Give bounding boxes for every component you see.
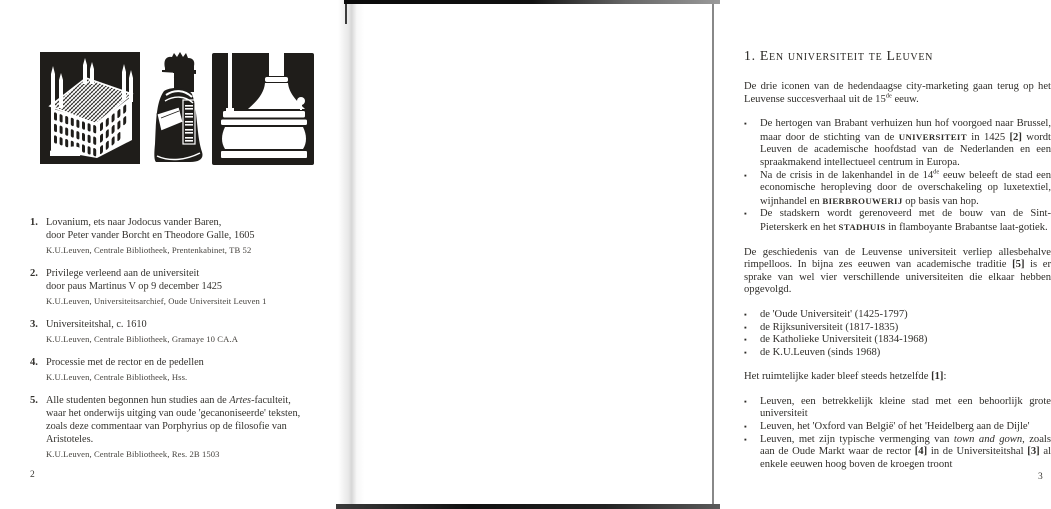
caption-credit: K.U.Leuven, Centrale Bibliotheek, Hss. — [46, 372, 188, 382]
caption-number: 4. — [30, 357, 38, 368]
scan-edge-top — [344, 0, 720, 4]
square-bullet-icon: ▪ — [744, 347, 747, 357]
caption-number: 2. — [30, 268, 38, 279]
caption-text: Alle studenten begonnen hun studies aan de Artes-faculteit, waar het onderwijs uitging van oude 'gecanoniseerde' teksten, zoals deze commentaar van Porphyrius op de filosofie van Aristoteles. — [46, 395, 301, 445]
page-number-right: 3 — [1038, 472, 1043, 482]
caption-number: 1. — [30, 217, 38, 228]
bullet-item — [744, 434, 1051, 472]
chapter-title: 1. Een universiteit te Leuven — [744, 48, 934, 63]
bullet-item — [744, 118, 1051, 169]
bullet-text: de 'Oude Universiteit' (1425-1797) — [760, 308, 908, 320]
brew-kettle-illustration — [212, 53, 314, 165]
bullet-text: Leuven, een betrekkelijk kleine stad met een behoorlijk grote universiteit — [760, 395, 1051, 420]
caption-credit: K.U.Leuven, Centrale Bibliotheek, Gramaye 10 CA.A — [46, 334, 239, 344]
bullet-list-universities — [744, 309, 1051, 359]
book-gutter-shadow — [338, 0, 364, 509]
caption-text: Privilege verleend aan de universiteit door paus Martinus V op 9 december 1425 — [46, 268, 223, 292]
bullet-text: Leuven, het 'Oxford van België' of het 'Heidelberg aan de Dijle' — [760, 421, 1030, 433]
bullet-item — [744, 309, 1051, 322]
bullet-item — [744, 396, 1051, 421]
scan-edge-right — [712, 4, 714, 504]
caption-credit: K.U.Leuven, Universiteitsarchief, Oude Universiteit Leuven 1 — [46, 296, 267, 306]
square-bullet-icon: ▪ — [744, 322, 747, 332]
bullet-text: Na de crisis in de lakenhandel in de 14de eeuw beleeft de stad een economische heropleving door de overschakeling op luxetextiel, wijnhandel en BIERBROUWERIJ op basis van hop. — [760, 168, 1051, 207]
caption-text: Processie met de rector en de pedellen — [46, 357, 204, 368]
square-bullet-icon: ▪ — [744, 119, 747, 129]
caption-number: 5. — [30, 395, 38, 406]
caption-credit: K.U.Leuven, Centrale Bibliotheek, Prentenkabinet, TB 52 — [46, 245, 252, 255]
bullet-text: De stadskern wordt gerenoveerd met de bouw van de Sint-Pieterskerk en het STADHUIS in flamboyante Brabantse laat-gotiek. — [760, 208, 1051, 233]
bullet-text: Leuven, met zijn typische vermenging van town and gown, zoals aan de Oude Markt waar de rector [4] in de Universiteitshal [3] al enkele eeuwen hoog boven de kroegen troont — [760, 433, 1051, 470]
caption-item-4 — [30, 356, 342, 383]
bullet-item — [744, 208, 1051, 234]
rector-woodcut-svg — [152, 50, 206, 168]
bullet-item — [744, 421, 1051, 434]
caption-item-3 — [30, 318, 342, 345]
bullet-item — [744, 347, 1051, 360]
square-bullet-icon: ▪ — [744, 170, 747, 180]
caption-item-5 — [30, 394, 342, 460]
bullet-text: de Katholieke Universiteit (1834-1968) — [760, 334, 928, 346]
chapter-content — [744, 48, 1051, 483]
caption-text: Universiteitshal, c. 1610 — [46, 319, 147, 330]
left-page — [0, 0, 348, 509]
caption-item-2 — [30, 267, 342, 307]
bullet-list-icons — [744, 118, 1051, 234]
square-bullet-icon: ▪ — [744, 209, 747, 219]
bullet-item — [744, 334, 1051, 347]
square-bullet-icon: ▪ — [744, 422, 747, 432]
square-bullet-icon: ▪ — [744, 309, 747, 319]
town-hall-woodcut-svg — [40, 52, 140, 164]
town-hall-illustration — [40, 52, 140, 164]
bullet-text: de K.U.Leuven (sinds 1968) — [760, 346, 881, 358]
rector-illustration — [152, 50, 206, 168]
square-bullet-icon: ▪ — [744, 396, 747, 406]
bullet-text: de Rijksuniversiteit (1817-1835) — [760, 321, 899, 333]
bullet-list-leuven — [744, 396, 1051, 472]
scan-edge-bottom — [336, 504, 720, 509]
paragraph-history: De geschiedenis van de Leuvense universiteit verliep allesbehalve rimpelloos. In bijna zes eeuwen van academische traditie [5] is er sprake van wel vier verschillende universiteiten die elkaar hebben opgevolgd. — [744, 246, 1051, 296]
brew-kettle-woodcut-svg — [212, 53, 314, 165]
right-page — [348, 0, 1051, 509]
paragraph-kader: Het ruimtelijke kader bleef steeds hetzelfde [1]: — [744, 371, 947, 383]
caption-credit: K.U.Leuven, Centrale Bibliotheek, Res. 2B 1503 — [46, 449, 220, 459]
caption-text: Lovanium, ets naar Jodocus vander Baren, door Peter vander Borcht en Theodore Galle, 1605 — [46, 217, 255, 241]
caption-item-1 — [30, 216, 342, 256]
bullet-text: De hertogen van Brabant verhuizen hun hof voorgoed naar Brussel, maar door de stichting van de UNIVERSITEIT in 1425 [2] wordt Leuven de academische hoofdstad van de Nederlanden en een spraakmakend intellectueel centrum in Europa. — [760, 118, 1051, 168]
bullet-item — [744, 322, 1051, 335]
bullet-item — [744, 170, 1051, 209]
caption-list — [30, 216, 342, 471]
paragraph-intro: De drie iconen van de hedendaagse city-marketing gaan terug op het Leuvense succesverhaal uit de 15de eeuw. — [744, 81, 1051, 105]
page-number-left: 2 — [30, 470, 35, 480]
caption-number: 3. — [30, 319, 38, 330]
square-bullet-icon: ▪ — [744, 335, 747, 345]
square-bullet-icon: ▪ — [744, 434, 747, 444]
